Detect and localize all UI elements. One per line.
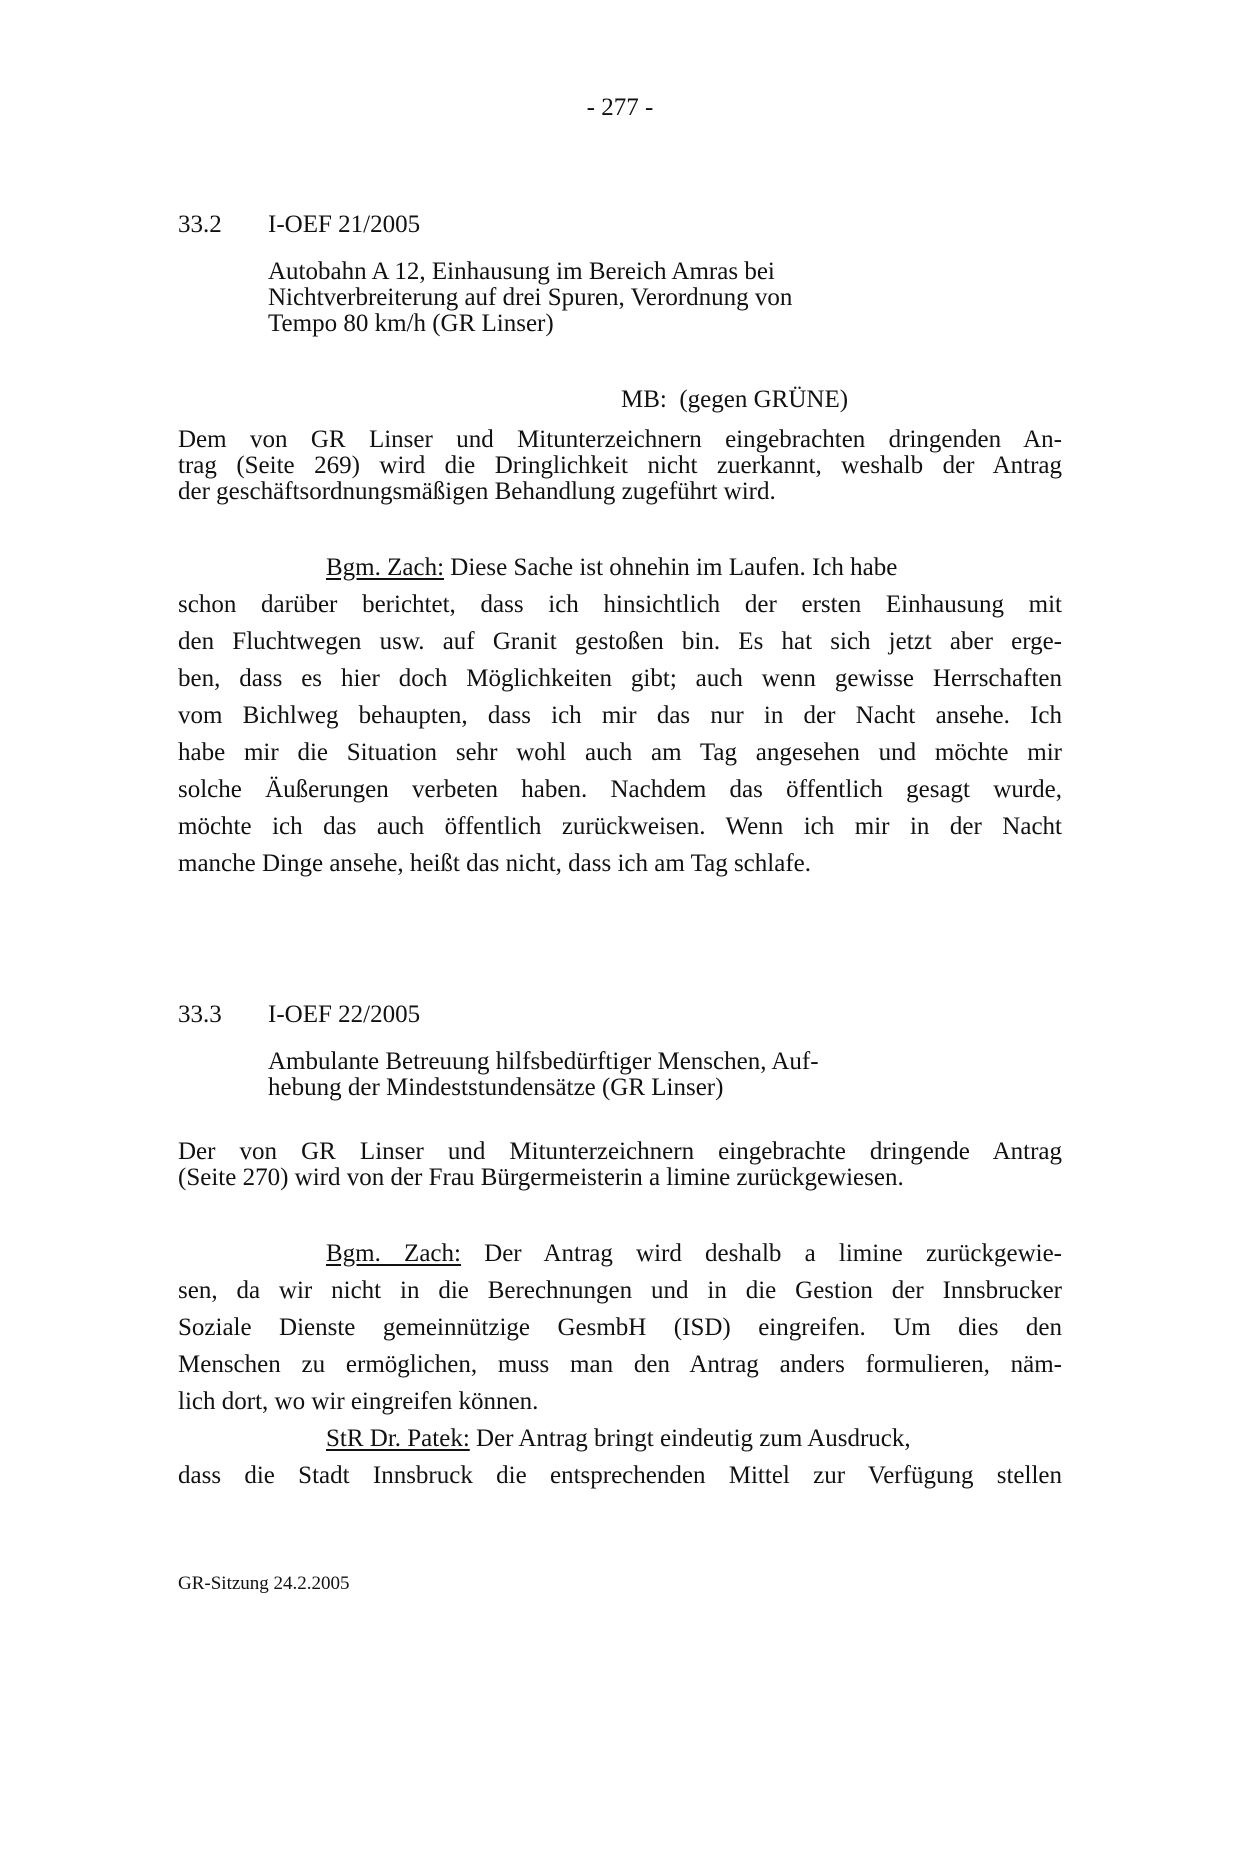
result-line: Der von GR Linser und Mitunterzeichnern eingebrachte dringende Antrag bbox=[178, 1138, 1062, 1165]
speech-bgm-zach-1 bbox=[178, 549, 1062, 882]
speech-line: Soziale Dienste gemeinnützige GesmbH (ISD) eingreifen. Um dies den bbox=[178, 1314, 1062, 1341]
speech-line: ben, dass es hier doch Möglichkeiten gibt; auch wenn gewisse Herrschaften bbox=[178, 665, 1062, 692]
speech-text: Der Antrag bringt eindeutig zum Ausdruck, bbox=[476, 1425, 911, 1452]
speech-line: vom Bichlweg behaupten, dass ich mir das nur in der Nacht ansehe. Ich bbox=[178, 702, 1062, 729]
speech-line: den Fluchtwegen usw. auf Granit gestoßen bin. Es hat sich jetzt aber erge- bbox=[178, 628, 1062, 655]
speech-line: Menschen zu ermöglichen, muss man den Antrag anders formulieren, näm- bbox=[178, 1351, 1062, 1378]
speech-text: Der Antrag wird deshalb a limine zurückgewie- bbox=[484, 1240, 1062, 1267]
speech-first-line bbox=[178, 1235, 1062, 1272]
page-content bbox=[178, 95, 1062, 1596]
section-code: I-OEF 21/2005 bbox=[268, 211, 421, 238]
speaker-name: Bgm. Zach: bbox=[326, 554, 445, 581]
speech-line: schon darüber berichtet, dass ich hinsichtlich der ersten Einhausung mit bbox=[178, 591, 1062, 618]
title-line: Autobahn A 12, Einhausung im Bereich Amras bei bbox=[268, 258, 775, 285]
section-number: 33.3 bbox=[178, 1001, 222, 1028]
vote-result: MB: (gegen GRÜNE) bbox=[621, 386, 849, 413]
speech-text: Diese Sache ist ohnehin im Laufen. Ich habe bbox=[450, 554, 898, 581]
section-number: 33.2 bbox=[178, 211, 222, 238]
speech-line: manche Dinge ansehe, heißt das nicht, dass ich am Tag schlafe. bbox=[178, 850, 811, 877]
result-line: trag (Seite 269) wird die Dringlichkeit nicht zuerkannt, weshalb der Antrag bbox=[178, 452, 1062, 479]
section-heading-33-3 bbox=[178, 1002, 1062, 1028]
speech-line: möchte ich das auch öffentlich zurückweisen. Wenn ich mir in der Nacht bbox=[178, 813, 1062, 840]
speaker-name: StR Dr. Patek: bbox=[326, 1425, 470, 1452]
result-line: der geschäftsordnungsmäßigen Behandlung zugeführt wird. bbox=[178, 478, 776, 505]
section-title-33-2 bbox=[268, 259, 1062, 337]
page-number: - 277 - bbox=[586, 94, 654, 121]
speech-line: dass die Stadt Innsbruck die entsprechenden Mittel zur Verfügung stellen bbox=[178, 1462, 1062, 1489]
speech-line: solche Äußerungen verbeten haben. Nachdem das öffentlich gesagt wurde, bbox=[178, 776, 1062, 803]
result-line: (Seite 270) wird von der Frau Bürgermeisterin a limine zurückgewiesen. bbox=[178, 1164, 904, 1191]
speech-bgm-zach-2 bbox=[178, 1235, 1062, 1420]
title-line: Tempo 80 km/h (GR Linser) bbox=[268, 310, 554, 337]
result-paragraph-33-3 bbox=[178, 1139, 1062, 1191]
title-line: hebung der Mindeststundensätze (GR Linser) bbox=[268, 1074, 724, 1101]
document-page bbox=[0, 95, 1240, 1850]
page-footer: GR-Sitzung 24.2.2005 bbox=[178, 1573, 350, 1594]
speech-first-line bbox=[178, 1420, 1062, 1457]
speech-first-line bbox=[178, 549, 1062, 586]
speech-line: habe mir die Situation sehr wohl auch am Tag angesehen und möchte mir bbox=[178, 739, 1062, 766]
speech-line: lich dort, wo wir eingreifen können. bbox=[178, 1388, 539, 1415]
speech-line: sen, da wir nicht in die Berechnungen und in die Gestion der Innsbrucker bbox=[178, 1277, 1062, 1304]
speaker-name: Bgm. Zach: bbox=[326, 1240, 461, 1267]
section-code: I-OEF 22/2005 bbox=[268, 1001, 421, 1028]
section-title-33-3 bbox=[268, 1049, 1062, 1101]
speech-str-dr-patek bbox=[178, 1420, 1062, 1494]
result-paragraph-33-2 bbox=[178, 427, 1062, 505]
result-line: Dem von GR Linser und Mitunterzeichnern eingebrachten dringenden An- bbox=[178, 426, 1062, 453]
title-line: Nichtverbreiterung auf drei Spuren, Verordnung von bbox=[268, 284, 793, 311]
section-heading-33-2 bbox=[178, 212, 1062, 238]
title-line: Ambulante Betreuung hilfsbedürftiger Menschen, Auf- bbox=[268, 1048, 819, 1075]
